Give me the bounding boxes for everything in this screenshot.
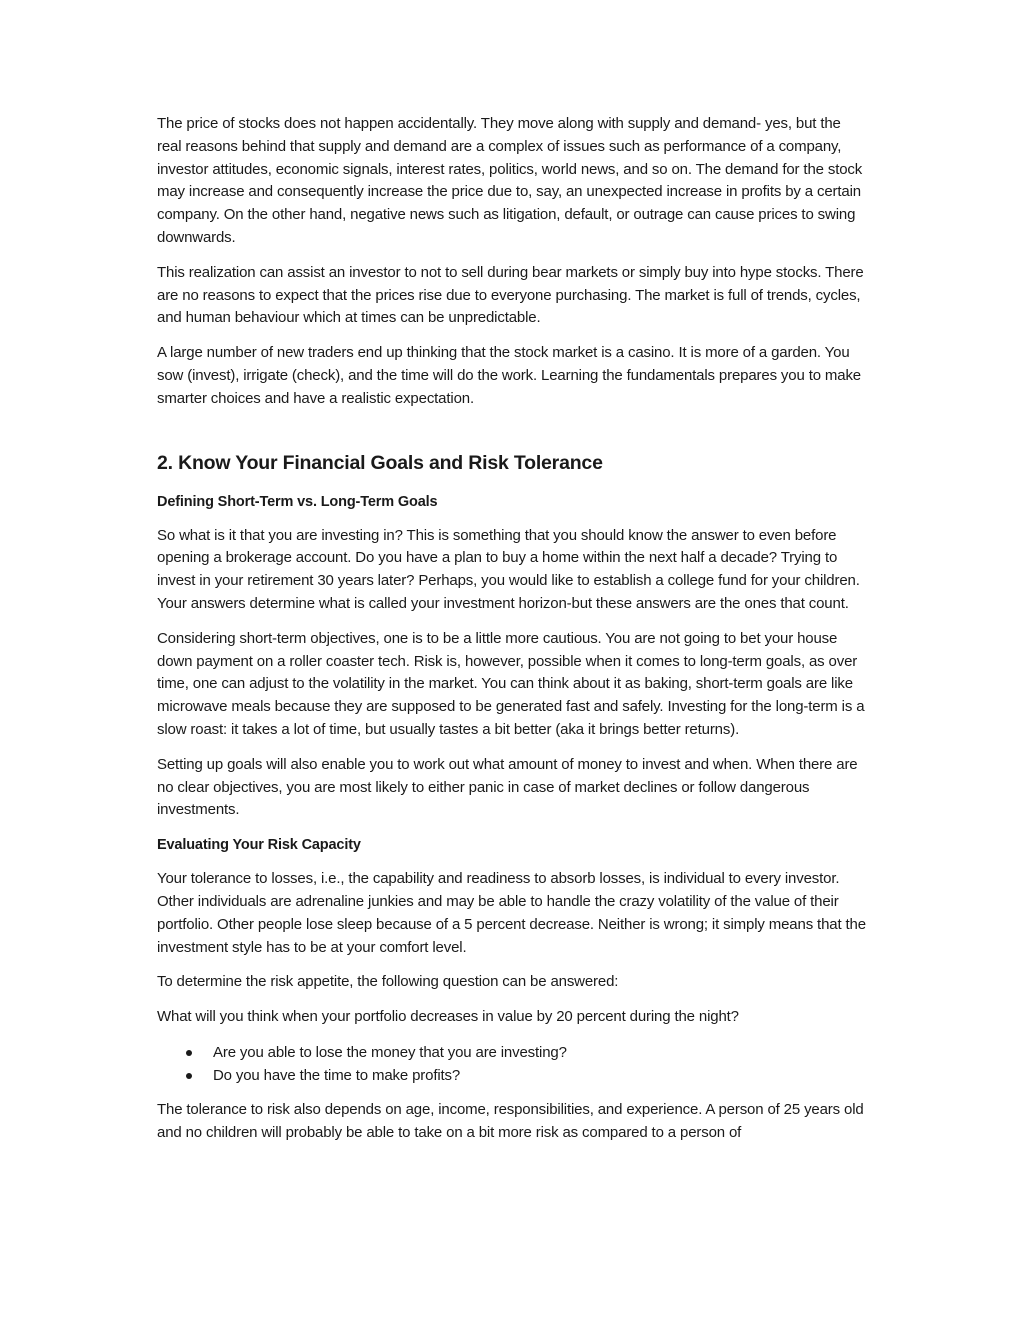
goals-paragraph-2: Considering short-term objectives, one is to be a little more cautious. You are not going to bet your house down payment on a roller coaster tech. Risk is, however, possible when it comes to long-term goals, as over time, one can adjust to the volatility in the market. You can think about it as baking, short-term goals are like microwave meals because they are supposed to be generated fast and safely. Investing for the long-term is a slow roast: it takes a lot of time, but usually tastes a bit better (aka it brings better returns). [157,629,865,738]
risk-paragraph-2: To determine the risk appetite, the following question can be answered: [157,973,619,991]
list-item-text: Are you able to lose the money that you are investing? [213,1043,567,1061]
intro-paragraph-2: This realization can assist an investor to not to sell during bear markets or simply buy into hype stocks. There are no reasons to expect that the prices rise due to everyone purchasing. The market is full of trends, cycles, and human behaviour which at times can be unpredictable. [157,263,864,327]
intro-paragraph-3: A large number of new traders end up thinking that the stock market is a casino. It is more of a garden. You sow (invest), irrigate (check), and the time will do the work. Learning the fundamentals prepares you to make smarter choices and have a realistic expectation. [157,344,861,407]
risk-question-list [157,1041,869,1087]
list-item [157,1064,869,1087]
bullet-dot-icon [186,1073,192,1079]
document-page [157,113,869,1157]
list-item-text: Do you have the time to make profits? [213,1066,461,1084]
list-item [157,1041,869,1064]
goals-subheading: Defining Short-Term vs. Long-Term Goals [157,493,438,510]
intro-paragraph-1: The price of stocks does not happen accidentally. They move along with supply and demand- yes, but the real reasons behind that supply and demand are a complex of issues such as performance of a company, investor attitudes, economic signals, interest rates, politics, world news, and so on. The demand for the stock may increase and consequently increase the price due to, say, an unexpected increase in profits by a certain company. On the other hand, negative news such as litigation, default, or outrage can cause prices to swing downwards. [157,115,863,246]
goals-paragraph-1: So what is it that you are investing in? This is something that you should know the answer to even before opening a brokerage account. Do you have a plan to buy a home within the next half a decade? Trying to invest in your retirement 30 years later? Perhaps, you would like to establish a college fund for your children. Your answers determine what is called your investment horizon-but these answers are the ones that count. [157,526,860,612]
risk-paragraph-3: What will you think when your portfolio decreases in value by 20 percent during the night? [157,1008,739,1026]
risk-paragraph-1: Your tolerance to losses, i.e., the capability and readiness to absorb losses, is individual to every investor. Other individuals are adrenaline junkies and may be able to handle the crazy volatility of the value of their portfolio. Other people lose sleep because of a 5 percent decrease. Neither is wrong; it simply means that the investment style has to be at your comfort level. [157,870,866,956]
section-heading: 2. Know Your Financial Goals and Risk Tolerance [157,451,603,474]
bullet-dot-icon [186,1050,192,1056]
risk-closing-paragraph: The tolerance to risk also depends on age, income, responsibilities, and experience. A person of 25 years old and no children will probably be able to take on a bit more risk as compared to a person of [157,1100,864,1141]
goals-paragraph-3: Setting up goals will also enable you to work out what amount of money to invest and when. When there are no clear objectives, you are most likely to either panic in case of market declines or follow dangerous investments. [157,755,858,819]
risk-subheading: Evaluating Your Risk Capacity [157,837,361,854]
